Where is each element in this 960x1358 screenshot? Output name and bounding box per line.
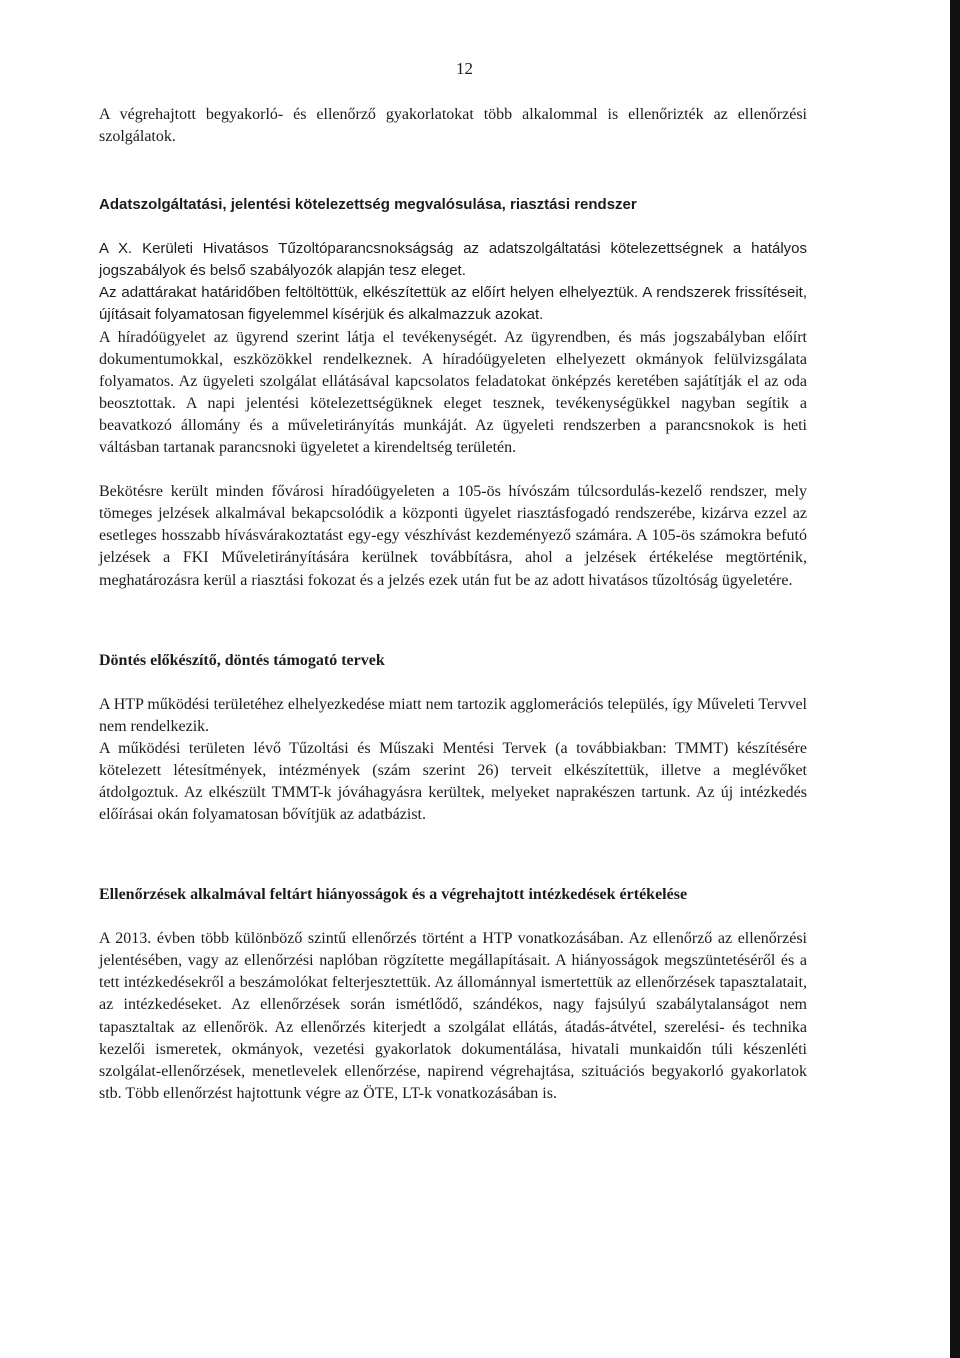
paragraph-tmmt: A működési területen lévő Tűzoltási és Műszaki Mentési Tervek (a továbbiakban: TMMT) készítésére kötelezett létesítmények, intézmények (szám szerint 26) terveit elkészítettük, illetve a meglévőket átdolgoztuk. Az elkészült TMMT-k jóváhagyásra kerültek, melyeket naprakészen tartunk. Az új intézkedés előírásai okán folyamatosan bővítjük az adatbázist. — [99, 739, 807, 824]
paragraph-operational-plan: A HTP működési területéhez elhelyezkedése miatt nem tartozik agglomerációs település, így Műveleti Tervvel nem rendelkezik. — [99, 695, 807, 735]
page-edge-bar — [950, 0, 960, 1358]
document-body — [99, 104, 807, 1105]
heading-decision-plans: Döntés előkészítő, döntés támogató tervek — [99, 651, 385, 669]
paragraph-repositories: Az adattárakat határidőben feltöltöttük, elkészítettük az előírt helyen elhelyeztük. A rendszerek frissítéseit, újításait folyamatosan figyelemmel kísérjük és alkalmazzuk azokat. — [99, 284, 807, 324]
paragraph-radio-duty: A híradóügyelet az ügyrend szerint látja el tevékenységét. Az ügyrendben, és más jogszabályban előírt dokumentumokkal, eszközökkel rendelkeznek. A híradóügyeleten elhelyezett okmányok felülvizsgálata folyamatos. Az ügyeleti szolgálat ellátásával kapcsolatos feladatokat önképzés keretében sajátítják el az oda beosztottak. A napi jelentési kötelezettségüknek eleget tesznek, tevékenységükkel nagyban segítik a beavatkozó állomány és a műveletirányítás munkáját. Az ügyeleti rendszerben a parancsnokok is heti váltásban tartanak parancsnoki ügyeletet a kirendeltség területén. — [99, 328, 807, 457]
page-number: 12 — [456, 59, 473, 78]
paragraph-105-system: Bekötésre került minden fővárosi híradóügyeleten a 105-ös hívószám túlcsordulás-kezelő rendszer, mely tömeges jelzések alkalmával bekapcsolódik a központi ügyelet riasztásfogadó rendszerébe, kizárva ezzel az esetleges hosszabb hívásvárakoztatást egy-egy vészhívást kezdeményező számára. A 105-ös számokra befutó jelzések a FKI Műveletirányítására kerülnek továbbításra, ahol a jelzések értékelése megtörténik, meghatározásra kerül a riasztási fokozat és a jelzés ezek után fut be az adott hivatásos tűzoltóság ügyeletére. — [99, 483, 807, 589]
paragraph-exercises: A végrehajtott begyakorló- és ellenőrző gyakorlatokat több alkalommal is ellenőrizték az ellenőrzési szolgálatok. — [99, 106, 807, 146]
heading-data-reporting: Adatszolgáltatási, jelentési kötelezettség megvalósulása, riasztási rendszer — [99, 196, 637, 214]
heading-inspections: Ellenőrzések alkalmával feltárt hiányosságok és a végrehajtott intézkedések értékelése — [99, 886, 688, 904]
paragraph-data-obligation: A X. Kerületi Hivatásos Tűzoltóparancsnokságság az adatszolgáltatási kötelezettségnek a hatályos jogszabályok és belső szabályozók alapján tesz eleget. — [99, 240, 807, 280]
paragraph-inspections-2013: A 2013. évben több különböző szintű ellenőrzés történt a HTP vonatkozásában. Az ellenőrző az ellenőrzési jelentésében, vagy az ellenőrzési naplóban rögzítette megállapításait. A hiányosságok megszüntetéséről és a tett intézkedésekről a beszámolókat felterjesztettük. Az állománnyal ismertettük az ellenőrzések tapasztalatait, az intézkedéseket. Az ellenőrzések során ismétlődő, szándékos, nagy fajsúlyú szabálytalanságot nem tapasztaltak az ellenőrök. Az ellenőrzés kiterjedt a szolgálat ellátás, átadás-átvétel, szerelési- és technika kezelői ismeretek, okmányok, vezetési gyakorlatok dokumentálása, hivatali munkaidőn túli készenléti szolgálat-ellenőrzések, menetlevelek ellenőrzése, napirend végrehajtása, szituációs begyakorló gyakorlatok stb. Több ellenőrzést hajtottunk végre az ÖTE, LT-k vonatkozásában is. — [99, 930, 807, 1102]
